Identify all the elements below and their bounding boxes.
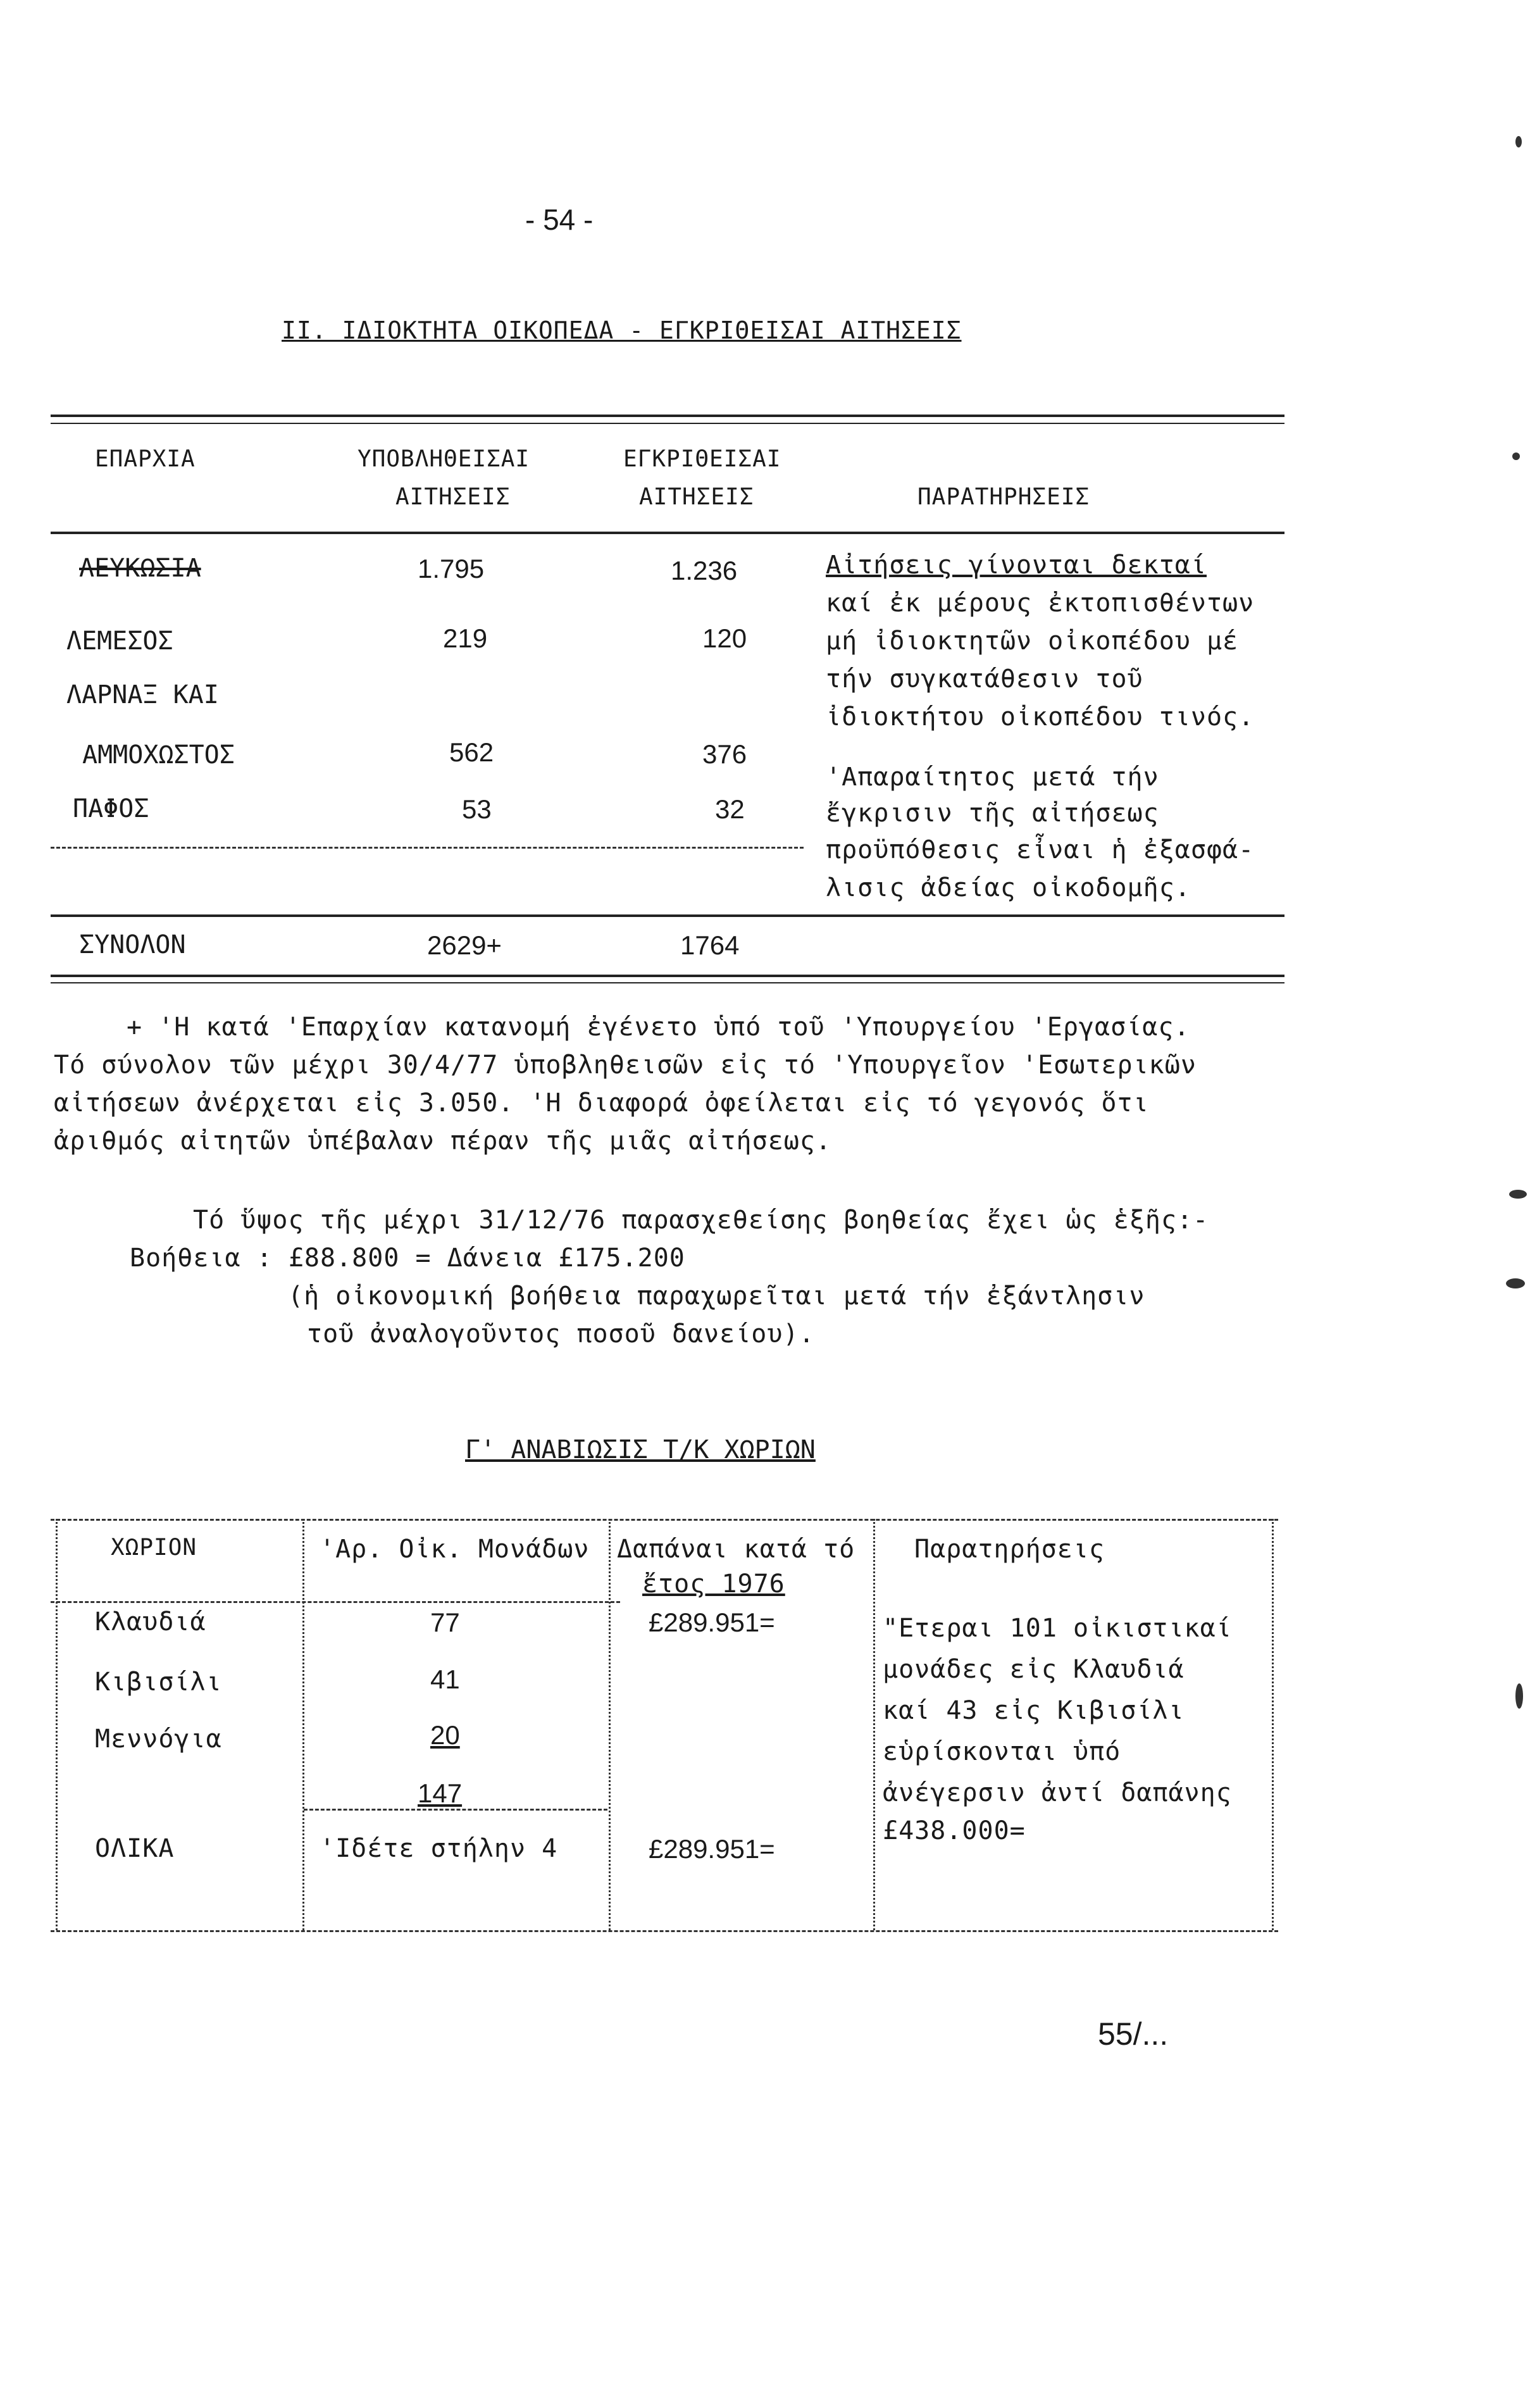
header-submitted-line1: ΥΠΟΒΛΗΘΕΙΣΑΙ — [358, 446, 530, 472]
remark-line: προϋπόθεσις εἶναι ἡ ἐξασφά- — [826, 835, 1255, 864]
header-cost-line2: ἔτος 1976 — [642, 1569, 785, 1599]
row-district: ΛΕΥΚΩΣΙΑ — [79, 554, 201, 583]
total-cost: £289.951= — [649, 1834, 775, 1864]
row-district: ΛΑΡΝΑΞ ΚΑΙ — [66, 680, 219, 709]
assistance-line: Τό ὕψος τῆς μέχρι 31/12/76 παρασχεθείσης βοηθείας ἔχει ὡς ἑξῆς:- — [193, 1206, 1209, 1235]
footnote-line: ἀριθμός αἰτητῶν ὑπέβαλαν πέραν τῆς μιᾶς αἰτήσεως. — [54, 1126, 832, 1156]
row-submitted: 562 — [449, 737, 494, 767]
scan-speck — [1515, 1683, 1523, 1709]
row-submitted: 53 — [462, 794, 492, 824]
header-remarks: Παρατηρήσεις — [914, 1535, 1105, 1564]
row-submitted: 1.795 — [418, 554, 485, 583]
remark-line: μονάδες εἰς Κλαυδιά — [883, 1655, 1185, 1684]
row-approved: 1.236 — [671, 556, 738, 585]
table2-bottom-rule — [51, 1930, 1278, 1932]
assistance-line: (ἡ οἰκονομική βοήθεια παραχωρεῖται μετά τήν ἐξάντλησιν — [288, 1282, 1145, 1311]
remark-line: "Ετεραι 101 οἰκιστικαί — [883, 1614, 1232, 1643]
units-cell: 77 — [430, 1607, 460, 1637]
scan-speck — [1512, 452, 1520, 460]
units-cell: 20 — [430, 1720, 460, 1750]
row-district: ΛΕΜΕΣΟΣ — [66, 627, 173, 656]
remark-line: καί 43 εἰς Κιβισίλι — [883, 1696, 1185, 1725]
table2-top-rule — [51, 1519, 1278, 1521]
remark-line: ἰδιοκτήτου οἰκοπέδου τινός. — [826, 702, 1255, 732]
scan-speck — [1515, 136, 1522, 147]
header-units: 'Αρ. Οἰκ. Μονάδων — [320, 1535, 590, 1564]
remark-line: 'Απαραίτητος μετά τήν — [826, 763, 1159, 792]
row-approved: 120 — [702, 623, 747, 653]
table2-header-rule — [51, 1601, 620, 1603]
remark-line: £438.000= — [883, 1816, 1026, 1845]
village-cell: Κιβισίλι — [95, 1668, 222, 1697]
table2-col-rule — [873, 1519, 875, 1930]
units-cell: 41 — [430, 1664, 460, 1694]
remark-line: εὑρίσκονται ὑπό — [883, 1737, 1121, 1766]
table-top-rule-2 — [51, 423, 1284, 424]
header-district: ΕΠΑΡΧΙΑ — [95, 446, 196, 472]
table2-col-rule — [1272, 1519, 1274, 1930]
header-remarks: ΠΑΡΑΤΗΡΗΣΕΙΣ — [917, 484, 1090, 510]
table2-col-rule — [56, 1519, 58, 1930]
subtotal-units: 147 — [418, 1778, 463, 1808]
table2-col-rule — [302, 1519, 304, 1930]
cost-cell: £289.951= — [649, 1607, 775, 1637]
header-approved-line1: ΕΓΚΡΙΘΕΙΣΑΙ — [623, 446, 781, 472]
village-cell: Μεννόγια — [95, 1725, 222, 1754]
scan-speck — [1509, 1190, 1527, 1199]
village-cell: Κλαυδιά — [95, 1607, 206, 1637]
footnote-line: Τό σύνολον τῶν μέχρι 30/4/77 ὑποβληθεισῶν εἰς τό 'Υπουργεῖον 'Εσωτερικῶν — [54, 1051, 1197, 1080]
remark-line: καί ἐκ μέρους ἐκτοπισθέντων — [826, 589, 1255, 618]
total-label: ΟΛΙΚΑ — [95, 1834, 175, 1863]
total-units: 'Ιδέτε στήλην 4 — [320, 1834, 558, 1863]
table-bottom-rule-2 — [51, 982, 1284, 983]
row-district: ΑΜΜΟΧΩΣΤΟΣ — [82, 740, 235, 770]
continuation-marker: 55/... — [1098, 2016, 1169, 2052]
assistance-line: τοῦ ἀναλογοῦντος ποσοῦ δανείου). — [307, 1319, 815, 1349]
remark-line: ἀνέγερσιν ἀντί δαπάνης — [883, 1778, 1232, 1807]
remark-line: μή ἰδιοκτητῶν οἰκοπέδου μέ — [826, 627, 1239, 656]
table-bottom-rule — [51, 975, 1284, 977]
remark-line: τήν συγκατάθεσιν τοῦ — [826, 664, 1143, 694]
scan-speck — [1506, 1278, 1525, 1288]
table2-col-rule — [609, 1519, 611, 1930]
footnote-line: αἰτήσεων ἀνέρχεται εἰς 3.050. 'Η διαφορά ὀφείλεται εἰς τό γεγονός ὅτι — [54, 1089, 1149, 1118]
footnote-line: + 'Η κατά 'Επαρχίαν κατανομή ἐγένετο ὑπό τοῦ 'Υπουργείου 'Εργασίας. — [127, 1013, 1190, 1042]
row-approved: 32 — [715, 794, 745, 824]
row-district: ΠΑΦΟΣ — [73, 794, 149, 823]
section-g-title: Γ' ΑΝΑΒΙΩΣΙΣ Τ/Κ ΧΩΡΙΩΝ — [465, 1435, 816, 1464]
section-title: II. ΙΔΙΟΚΤΗΤΑ ΟΙΚΟΠΕΔΑ - ΕΓΚΡΙΘΕΙΣΑΙ ΑΙΤΗΣΕΙΣ — [282, 316, 962, 344]
header-cost-line1: Δαπάναι κατά τό — [617, 1535, 855, 1564]
total-label: ΣΥΝΟΛΟΝ — [79, 930, 186, 959]
row-rule — [51, 847, 804, 849]
total-submitted: 2629+ — [427, 930, 502, 960]
row-approved: 376 — [702, 739, 747, 769]
header-rule — [51, 532, 1284, 534]
subtotal-rule — [304, 1809, 607, 1811]
total-approved: 1764 — [680, 930, 740, 960]
table-top-rule — [51, 415, 1284, 417]
page-number: - 54 - — [525, 203, 594, 236]
header-submitted-line2: ΑΙΤΗΣΕΙΣ — [395, 484, 511, 510]
remark-line: Αἰτήσεις γίνονται δεκταί — [826, 551, 1207, 580]
assistance-line: Βοήθεια : £88.800 = Δάνεια £175.200 — [130, 1244, 685, 1273]
remark-line: λισις ἀδείας οἰκοδομῆς. — [826, 873, 1191, 902]
header-village: ΧΩΡΙΟΝ — [111, 1535, 197, 1561]
remark-line: ἔγκρισιν τῆς αἰτήσεως — [826, 799, 1159, 828]
total-rule — [51, 914, 1284, 917]
row-submitted: 219 — [443, 623, 488, 653]
header-approved-line2: ΑΙΤΗΣΕΙΣ — [639, 484, 754, 510]
